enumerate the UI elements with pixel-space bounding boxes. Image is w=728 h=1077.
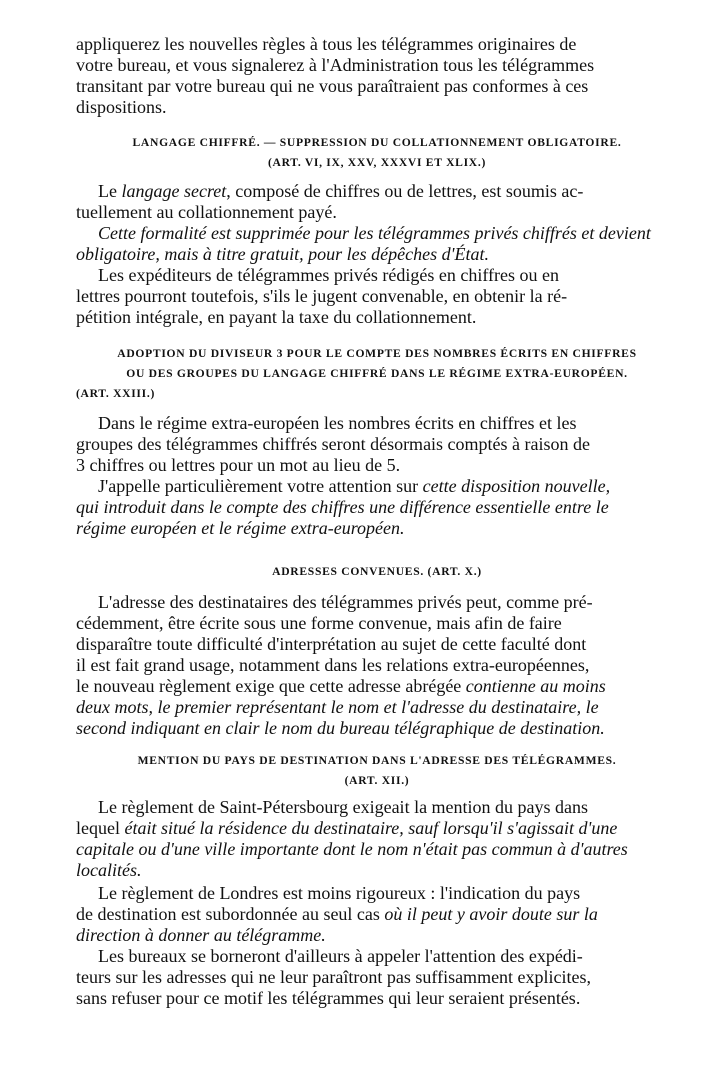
text-line: régime européen et le régime extra-européen. (76, 518, 405, 538)
text-line (76, 476, 680, 497)
italic-run: était situé la résidence du destinataire, sauf lorsqu'il s'agissait d'une (124, 818, 618, 838)
text-line: 3 chiffres ou lettres pour un mot au lieu de 5. (76, 455, 401, 475)
paragraph-bureaux (76, 946, 680, 1009)
text-line: cédemment, être écrite sous une forme convenue, mais afin de faire (76, 613, 562, 633)
text-run: J'appelle particulièrement votre attention sur (98, 476, 423, 496)
text-line: il est fait grand usage, notamment dans les relations extra-européennes, (76, 655, 590, 675)
italic-run: contienne au moins (465, 676, 606, 696)
text-line: capitale ou d'une ville importante dont le nom n'était pas commun à d'autres (76, 839, 628, 859)
heading-line: OU DES GROUPES DU LANGAGE CHIFFRÉ DANS LE RÉGIME EXTRA-EUROPÉEN. (126, 367, 628, 380)
heading-article-ref: (ART. XII.) (344, 774, 410, 787)
text-line: second indiquant en clair le nom du bureau télégraphique de destination. (76, 718, 605, 738)
text-line: Les expéditeurs de télégrammes privés rédigés en chiffres ou en (98, 265, 559, 285)
heading-line: LANGAGE CHIFFRÉ. — SUPPRESSION DU COLLATIONNEMENT OBLIGATOIRE. (132, 136, 622, 149)
text-line: pétition intégrale, en payant la taxe du collationnement. (76, 307, 477, 327)
text-line: obligatoire, mais à titre gratuit, pour les dépêches d'État. (76, 244, 489, 264)
italic-run: où il peut y avoir doute sur la (384, 904, 598, 924)
heading-line: MENTION DU PAYS DE DESTINATION DANS L'ADRESSE DES TÉLÉGRAMMES. (137, 754, 617, 767)
text-line: disparaître toute difficulté d'interprétation au sujet de cette faculté dont (76, 634, 587, 654)
paragraph-londres (76, 883, 680, 946)
text-line (76, 904, 680, 925)
text-line: qui introduit dans le compte des chiffres une différence essentielle entre le (76, 497, 609, 517)
text-run: Le (98, 181, 122, 201)
paragraph-expediteurs (76, 265, 680, 328)
paragraph-intro (76, 34, 680, 118)
italic-run: langage secret (121, 181, 227, 201)
section-heading-diviseur (74, 344, 680, 404)
paragraph-adresse (76, 592, 680, 739)
heading-article-ref: (ART. XXIII.) (76, 387, 156, 400)
text-line (76, 676, 680, 697)
text-line (76, 818, 680, 839)
text-line: votre bureau, et vous signalerez à l'Administration tous les télégrammes (76, 55, 595, 75)
text-line: teurs sur les adresses qui ne leur paraîtront pas suffisamment explicites, (76, 967, 592, 987)
paragraph-langage-secret (76, 181, 680, 223)
text-run: le nouveau règlement exige que cette adresse abrégée (76, 676, 466, 696)
text-line (76, 181, 680, 202)
paragraph-regime-extra-europeen (76, 413, 680, 476)
text-line: deux mots, le premier représentant le nom et l'adresse du destinataire, le (76, 697, 599, 717)
text-line: groupes des télégrammes chiffrés seront désormais comptés à raison de (76, 434, 591, 454)
text-line: Les bureaux se borneront d'ailleurs à appeler l'attention des expédi- (98, 946, 583, 966)
text-line: lettres pourront toutefois, s'ils le jugent convenable, en obtenir la ré- (76, 286, 568, 306)
section-heading-mention-pays (74, 751, 680, 791)
text-run: , composé de chiffres ou de lettres, est soumis ac- (226, 181, 584, 201)
section-heading-langage-chiffre (74, 133, 680, 173)
text-line: Dans le régime extra-européen les nombres écrits en chiffres et les (98, 413, 577, 433)
text-line: direction à donner au télégramme. (76, 925, 326, 945)
text-line: appliquerez les nouvelles règles à tous les télégrammes originaires de (76, 34, 577, 54)
text-run: de destination est subordonnée au seul cas (76, 904, 385, 924)
text-line: sans refuser pour ce motif les télégrammes qui leur seraient présentés. (76, 988, 581, 1008)
section-heading-adresses-convenues (74, 562, 680, 582)
text-line: L'adresse des destinataires des télégrammes privés peut, comme pré- (98, 592, 593, 612)
text-line: Le règlement de Londres est moins rigoureux : l'indication du pays (98, 883, 581, 903)
text-line: dispositions. (76, 97, 167, 117)
text-run: lequel (76, 818, 125, 838)
text-line: Cette formalité est supprimée pour les télégrammes privés chiffrés et devient (98, 223, 651, 243)
heading-line: ADOPTION DU DIVISEUR 3 POUR LE COMPTE DES NOMBRES ÉCRITS EN CHIFFRES (117, 347, 637, 360)
heading-article-ref: (ART. VI, IX, XXV, XXXVI ET XLIX.) (267, 156, 487, 169)
text-line: transitant par votre bureau qui ne vous paraîtraient pas conformes à ces (76, 76, 589, 96)
heading-line: ADRESSES CONVENUES. (ART. X.) (272, 565, 482, 578)
paragraph-saint-petersbourg (76, 797, 680, 881)
text-line: Le règlement de Saint-Pétersbourg exigeait la mention du pays dans (98, 797, 589, 817)
text-line: tuellement au collationnement payé. (76, 202, 337, 222)
italic-run: cette disposition nouvelle, (422, 476, 611, 496)
text-line: localités. (76, 860, 142, 880)
paragraph-attention (76, 476, 680, 539)
paragraph-formalite (76, 223, 680, 265)
